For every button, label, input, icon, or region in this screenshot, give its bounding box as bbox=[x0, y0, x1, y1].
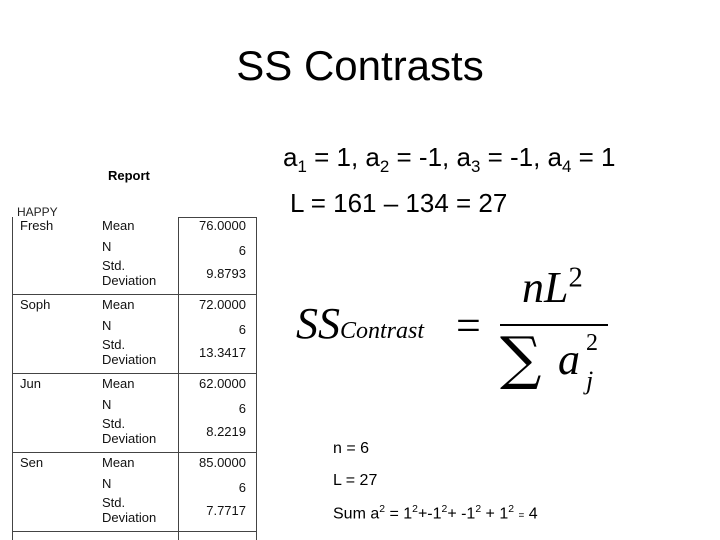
stat-value: 6 bbox=[238, 322, 246, 337]
stat-value: 85.0000 bbox=[199, 455, 246, 470]
table-right-border bbox=[256, 217, 257, 540]
formula-lhs: SSContrast bbox=[296, 299, 425, 348]
stat-value: 6 bbox=[238, 401, 246, 416]
stat-label: N bbox=[102, 476, 112, 491]
stat-label: N bbox=[102, 397, 112, 412]
sum-of-squares-line: Sum $a^2 = 1^2+-1^2+ -1^2 + 1^2 = 4$ bbox=[333, 504, 538, 523]
group-divider bbox=[12, 294, 256, 295]
group-divider bbox=[12, 373, 256, 374]
stat-label: Mean bbox=[102, 297, 135, 312]
group-name: Fresh bbox=[20, 218, 54, 233]
group-divider bbox=[12, 452, 256, 453]
slide-title: SS Contrasts bbox=[236, 42, 484, 89]
l-value: L = 27 bbox=[333, 472, 378, 489]
report-title: Report bbox=[108, 168, 150, 183]
stat-value: 6 bbox=[238, 480, 246, 495]
contrast-coefficients: $a_1 = 1$, $a_2 = -1$, $a_3 = -1$, $a_4 = 1$ bbox=[283, 142, 616, 177]
report-variable: HAPPY bbox=[17, 205, 58, 219]
stat-label: Std. Deviation bbox=[102, 495, 157, 525]
stat-value: 72.0000 bbox=[199, 297, 246, 312]
stat-label: N bbox=[102, 239, 112, 254]
stat-label: Mean bbox=[102, 218, 135, 233]
group-name: Soph bbox=[20, 297, 51, 312]
formula-numerator: $nL^2$ bbox=[522, 262, 583, 312]
group-name: Jun bbox=[20, 376, 41, 391]
sigma-symbol: ∑ bbox=[500, 324, 542, 392]
stat-value: 13.3417 bbox=[199, 345, 246, 360]
stat-label: Std. Deviation bbox=[102, 337, 157, 367]
n-value: n = 6 bbox=[333, 440, 370, 457]
stat-value: 6 bbox=[238, 243, 246, 258]
stat-value: 62.0000 bbox=[199, 376, 246, 391]
stat-value: 8.2219 bbox=[206, 424, 246, 439]
stat-label: Mean bbox=[102, 376, 135, 391]
formula-equals: = bbox=[456, 301, 481, 350]
stat-label: Std. Deviation bbox=[102, 258, 157, 288]
stat-label: Mean bbox=[102, 455, 135, 470]
l-value-line: L = 161 – 134 = 27 bbox=[290, 188, 508, 218]
group-divider bbox=[12, 531, 256, 532]
stat-value: 7.7717 bbox=[206, 503, 246, 518]
stat-label: Std. Deviation bbox=[102, 416, 157, 446]
table-left-border bbox=[12, 217, 13, 540]
denominator-sub: j bbox=[586, 366, 594, 395]
denominator-exp: 2 bbox=[586, 330, 598, 356]
stat-value: 76.0000 bbox=[199, 218, 246, 233]
group-name: Sen bbox=[20, 455, 44, 470]
stat-label: N bbox=[102, 318, 112, 333]
formula-denominator: a bbox=[558, 335, 580, 384]
stat-value: 9.8793 bbox=[206, 266, 246, 281]
